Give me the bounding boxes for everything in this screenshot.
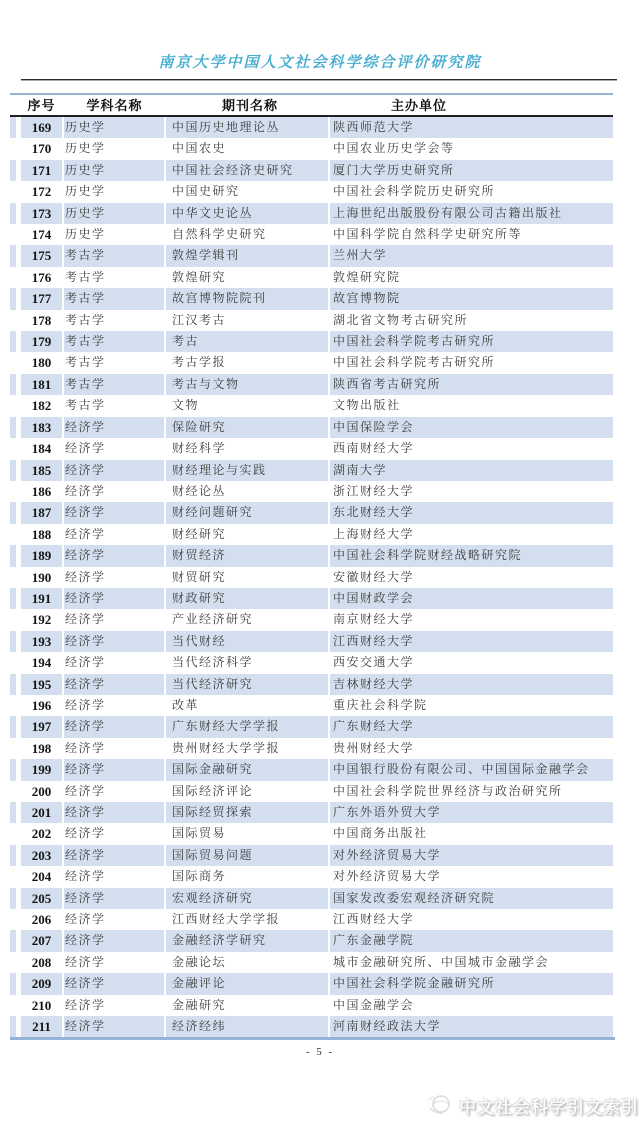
cell-organizer: 西南财经大学 (333, 441, 415, 456)
cell-number: 194 (31, 655, 52, 671)
table-row (10, 203, 613, 224)
cell-discipline: 经济学 (65, 826, 106, 841)
cell-journal: 国际金融研究 (166, 759, 328, 780)
row-bleed-strip (10, 952, 16, 973)
cell-discipline: 经济学 (64, 845, 164, 866)
cell-journal: 当代财经 (166, 631, 328, 652)
table-row (10, 695, 613, 716)
cell-journal: 敦煌学辑刊 (166, 245, 328, 266)
table-row (10, 502, 613, 523)
table-row (10, 417, 613, 438)
watermark-text: 中文社会科学引文索引 (459, 1097, 639, 1117)
cell-journal: 金融论坛 (172, 954, 227, 969)
row-bleed-strip (10, 866, 16, 887)
table-row (10, 716, 613, 737)
table-row (10, 759, 613, 780)
cell-organizer: 中国社会科学院世界经济与政治研究所 (333, 783, 563, 798)
cell-discipline: 经济学 (64, 930, 164, 951)
cell-discipline: 考古学 (65, 398, 106, 413)
cell-number: 198 (31, 740, 52, 756)
cell-organizer: 浙江财经大学 (333, 483, 415, 498)
row-bleed-strip (10, 995, 16, 1016)
header-cell-journal: 期刊名称 (166, 95, 328, 115)
cell-number: 209 (21, 973, 62, 994)
cell-organizer: 陕西师范大学 (330, 117, 613, 138)
row-bleed-strip (10, 695, 16, 716)
cell-discipline: 经济学 (64, 417, 164, 438)
cell-journal: 中华文史论丛 (166, 203, 328, 224)
cell-journal: 宏观经济研究 (166, 888, 328, 909)
cell-organizer: 东北财经大学 (330, 502, 613, 523)
table-row (10, 545, 613, 566)
row-bleed-strip (10, 631, 16, 652)
row-bleed-strip (10, 417, 16, 438)
cell-discipline: 经济学 (65, 783, 106, 798)
table-row (10, 224, 613, 245)
cell-discipline: 经济学 (65, 569, 106, 584)
cell-organizer: 上海世纪出版股份有限公司古籍出版社 (330, 203, 613, 224)
cell-organizer: 中国科学院自然科学史研究所等 (333, 227, 523, 242)
cell-discipline: 经济学 (65, 655, 106, 670)
cell-journal: 财经论丛 (172, 483, 227, 498)
cell-organizer: 西安交通大学 (333, 655, 415, 670)
row-bleed-strip (10, 1016, 16, 1037)
cell-number: 201 (21, 802, 62, 823)
cell-number: 190 (31, 569, 52, 585)
table-row (10, 588, 613, 609)
journal-table (10, 93, 613, 1040)
cell-journal: 国际贸易 (172, 826, 227, 841)
cell-organizer: 中国农业历史学会等 (333, 141, 455, 156)
cell-journal: 故宫博物院院刊 (166, 288, 328, 309)
row-bleed-strip (10, 245, 16, 266)
row-bleed-strip (10, 181, 16, 202)
table-row (10, 930, 613, 951)
table-row (10, 460, 613, 481)
row-bleed-strip (10, 203, 16, 224)
cell-organizer: 广东金融学院 (330, 930, 613, 951)
table-row (10, 738, 613, 759)
cell-journal: 财经研究 (172, 526, 227, 541)
table-row (10, 481, 613, 502)
cell-journal: 当代经济研究 (166, 674, 328, 695)
cell-journal: 当代经济科学 (172, 655, 254, 670)
cell-journal: 产业经济研究 (172, 612, 254, 627)
cell-journal: 保险研究 (166, 417, 328, 438)
table-row (10, 631, 613, 652)
header-cell-number: 序号 (21, 95, 62, 115)
cell-discipline: 经济学 (64, 631, 164, 652)
table-row (10, 374, 613, 395)
table-left-bleed (10, 95, 16, 115)
table-row (10, 888, 613, 909)
cell-number: 207 (21, 930, 62, 951)
cell-organizer: 城市金融研究所、中国城市金融学会 (333, 954, 550, 969)
cell-journal: 金融研究 (172, 997, 227, 1012)
row-bleed-strip (10, 138, 16, 159)
table-row (10, 331, 613, 352)
cell-number: 203 (21, 845, 62, 866)
cell-number: 182 (31, 398, 52, 414)
cell-journal: 中国农史 (172, 141, 227, 156)
cell-discipline: 经济学 (65, 912, 106, 927)
cell-number: 183 (21, 417, 62, 438)
table-bottom-border (10, 1037, 615, 1040)
cell-discipline: 经济学 (65, 740, 106, 755)
cell-discipline: 经济学 (65, 526, 106, 541)
cell-number: 204 (31, 869, 52, 885)
cell-number: 175 (21, 245, 62, 266)
cell-journal: 经济经纬 (166, 1016, 328, 1037)
cell-journal: 文物 (172, 398, 200, 413)
cell-discipline: 经济学 (65, 869, 106, 884)
cell-discipline: 经济学 (64, 460, 164, 481)
page-title: 南京大学中国人文社会科学综合评价研究院 (158, 55, 482, 71)
cell-number: 178 (31, 312, 52, 328)
cell-organizer: 中国社会科学院历史研究所 (333, 184, 496, 199)
watermark (427, 1092, 639, 1118)
title-divider-rule (21, 79, 617, 81)
cell-journal: 改革 (172, 697, 200, 712)
cell-discipline: 经济学 (65, 483, 106, 498)
row-bleed-strip (10, 481, 16, 502)
cell-number: 193 (21, 631, 62, 652)
row-bleed-strip (10, 609, 16, 630)
cell-journal: 江西财经大学学报 (172, 912, 281, 927)
cell-organizer: 南京财经大学 (333, 612, 415, 627)
cell-organizer: 中国保险学会 (330, 417, 613, 438)
cell-journal: 自然科学史研究 (172, 227, 267, 242)
table-row (10, 909, 613, 930)
cell-discipline: 经济学 (64, 888, 164, 909)
table-row (10, 567, 613, 588)
header-cell-discipline: 学科名称 (64, 95, 164, 115)
cell-discipline: 经济学 (64, 674, 164, 695)
cell-discipline: 考古学 (64, 245, 164, 266)
cell-number: 179 (21, 331, 62, 352)
cell-number: 189 (21, 545, 62, 566)
cell-number: 192 (31, 612, 52, 628)
cell-organizer: 江西财经大学 (333, 912, 415, 927)
cell-journal: 中国社会经济史研究 (166, 160, 328, 181)
table-row (10, 181, 613, 202)
table-row (10, 973, 613, 994)
cell-discipline: 经济学 (65, 697, 106, 712)
globe-logo-icon (427, 1092, 453, 1118)
cell-discipline: 考古学 (65, 269, 106, 284)
cell-journal: 国际经济评论 (172, 783, 254, 798)
cell-discipline: 历史学 (64, 203, 164, 224)
cell-discipline: 历史学 (65, 227, 106, 242)
row-bleed-strip (10, 310, 16, 331)
row-bleed-strip (10, 374, 16, 395)
cell-journal: 财贸研究 (172, 569, 227, 584)
cell-discipline: 考古学 (65, 312, 106, 327)
row-bleed-strip (10, 716, 16, 737)
cell-organizer: 中国社会科学院金融研究所 (330, 973, 613, 994)
cell-discipline: 经济学 (64, 1016, 164, 1037)
cell-number: 185 (21, 460, 62, 481)
row-bleed-strip (10, 545, 16, 566)
cell-number: 187 (21, 502, 62, 523)
row-bleed-strip (10, 652, 16, 673)
table-row (10, 310, 613, 331)
cell-discipline: 经济学 (64, 802, 164, 823)
table-row (10, 352, 613, 373)
table-row (10, 395, 613, 416)
cell-number: 176 (31, 269, 52, 285)
table-row (10, 609, 613, 630)
cell-journal: 考古与文物 (166, 374, 328, 395)
cell-journal: 考古 (166, 331, 328, 352)
cell-organizer: 湖北省文物考古研究所 (333, 312, 469, 327)
row-bleed-strip (10, 567, 16, 588)
cell-journal: 财经科学 (172, 441, 227, 456)
cell-number: 199 (21, 759, 62, 780)
cell-number: 171 (21, 160, 62, 181)
cell-number: 197 (21, 716, 62, 737)
cell-journal: 财政研究 (166, 588, 328, 609)
cell-organizer: 中国财政学会 (330, 588, 613, 609)
cell-journal: 中国史研究 (172, 184, 240, 199)
cell-number: 181 (21, 374, 62, 395)
cell-discipline: 历史学 (64, 160, 164, 181)
row-bleed-strip (10, 352, 16, 373)
cell-discipline: 经济学 (64, 545, 164, 566)
cell-organizer: 中国社会科学院财经战略研究院 (330, 545, 613, 566)
cell-number: 173 (21, 203, 62, 224)
row-bleed-strip (10, 117, 16, 138)
cell-organizer: 中国金融学会 (333, 997, 415, 1012)
cell-organizer: 河南财经政法大学 (330, 1016, 613, 1037)
cell-number: 210 (31, 997, 52, 1013)
cell-discipline: 经济学 (65, 612, 106, 627)
cell-number: 174 (31, 227, 52, 243)
page-number: - 5 - (305, 1046, 335, 1058)
cell-journal: 财经理论与实践 (166, 460, 328, 481)
cell-journal: 贵州财经大学学报 (172, 740, 281, 755)
row-bleed-strip (10, 160, 16, 181)
cell-organizer: 上海财经大学 (333, 526, 415, 541)
table-row (10, 438, 613, 459)
cell-organizer: 广东外语外贸大学 (330, 802, 613, 823)
cell-number: 170 (31, 141, 52, 157)
cell-discipline: 经济学 (65, 441, 106, 456)
cell-discipline: 经济学 (64, 973, 164, 994)
row-bleed-strip (10, 674, 16, 695)
row-bleed-strip (10, 524, 16, 545)
cell-journal: 国际贸易问题 (166, 845, 328, 866)
cell-number: 196 (31, 697, 52, 713)
cell-journal: 金融经济学研究 (166, 930, 328, 951)
table-row (10, 138, 613, 159)
cell-number: 208 (31, 954, 52, 970)
row-bleed-strip (10, 331, 16, 352)
table-row (10, 952, 613, 973)
row-bleed-strip (10, 395, 16, 416)
table-body (10, 117, 613, 1037)
cell-organizer: 中国商务出版社 (333, 826, 428, 841)
cell-organizer: 湖南大学 (330, 460, 613, 481)
row-bleed-strip (10, 823, 16, 844)
header-cell-organizer: 主办单位 (330, 95, 613, 115)
row-bleed-strip (10, 224, 16, 245)
cell-organizer: 文物出版社 (333, 398, 401, 413)
table-row (10, 823, 613, 844)
table-row (10, 117, 613, 138)
cell-organizer: 吉林财经大学 (330, 674, 613, 695)
cell-discipline: 历史学 (65, 184, 106, 199)
cell-discipline: 经济学 (64, 502, 164, 523)
cell-organizer: 陕西省考古研究所 (330, 374, 613, 395)
cell-discipline: 经济学 (64, 759, 164, 780)
row-bleed-strip (10, 888, 16, 909)
table-row (10, 288, 613, 309)
cell-discipline: 经济学 (65, 954, 106, 969)
cell-discipline: 历史学 (64, 117, 164, 138)
cell-number: 191 (21, 588, 62, 609)
row-bleed-strip (10, 845, 16, 866)
row-bleed-strip (10, 738, 16, 759)
table-row (10, 866, 613, 887)
cell-journal: 财贸经济 (166, 545, 328, 566)
cell-journal: 江汉考古 (172, 312, 227, 327)
cell-journal: 国际经贸探索 (166, 802, 328, 823)
cell-journal: 考古学报 (172, 355, 227, 370)
table-row (10, 845, 613, 866)
cell-organizer: 贵州财经大学 (333, 740, 415, 755)
cell-discipline: 考古学 (64, 331, 164, 352)
table-row (10, 674, 613, 695)
row-bleed-strip (10, 460, 16, 481)
cell-number: 195 (21, 674, 62, 695)
cell-journal: 广东财经大学学报 (166, 716, 328, 737)
cell-discipline: 考古学 (64, 288, 164, 309)
row-bleed-strip (10, 802, 16, 823)
cell-organizer: 中国社会科学院考古研究所 (330, 331, 613, 352)
cell-number: 180 (31, 355, 52, 371)
cell-number: 169 (21, 117, 62, 138)
cell-journal: 金融评论 (166, 973, 328, 994)
row-bleed-strip (10, 438, 16, 459)
cell-number: 172 (31, 184, 52, 200)
cell-number: 177 (21, 288, 62, 309)
table-row (10, 267, 613, 288)
row-bleed-strip (10, 588, 16, 609)
cell-organizer: 江西财经大学 (330, 631, 613, 652)
table-row (10, 995, 613, 1016)
cell-number: 200 (31, 783, 52, 799)
cell-organizer: 对外经济贸易大学 (330, 845, 613, 866)
row-bleed-strip (10, 930, 16, 951)
table-row (10, 652, 613, 673)
row-bleed-strip (10, 288, 16, 309)
cell-organizer: 对外经济贸易大学 (333, 869, 442, 884)
table-row (10, 245, 613, 266)
cell-discipline: 经济学 (65, 997, 106, 1012)
row-bleed-strip (10, 781, 16, 802)
cell-discipline: 考古学 (65, 355, 106, 370)
cell-discipline: 经济学 (64, 716, 164, 737)
table-header-row (10, 93, 613, 117)
cell-journal: 财经问题研究 (166, 502, 328, 523)
cell-organizer: 广东财经大学 (330, 716, 613, 737)
cell-organizer: 故宫博物院 (330, 288, 613, 309)
row-bleed-strip (10, 267, 16, 288)
cell-number: 188 (31, 526, 52, 542)
table-row (10, 1016, 613, 1037)
cell-discipline: 经济学 (64, 588, 164, 609)
row-bleed-strip (10, 759, 16, 780)
row-bleed-strip (10, 909, 16, 930)
cell-journal: 中国历史地理论丛 (166, 117, 328, 138)
cell-organizer: 重庆社会科学院 (333, 697, 428, 712)
cell-organizer: 中国社会科学院考古研究所 (333, 355, 496, 370)
cell-number: 202 (31, 826, 52, 842)
row-bleed-strip (10, 502, 16, 523)
cell-number: 205 (21, 888, 62, 909)
cell-number: 206 (31, 912, 52, 928)
cell-discipline: 历史学 (65, 141, 106, 156)
cell-journal: 国际商务 (172, 869, 227, 884)
cell-organizer: 厦门大学历史研究所 (330, 160, 613, 181)
cell-number: 211 (21, 1016, 62, 1037)
cell-organizer: 兰州大学 (330, 245, 613, 266)
cell-discipline: 考古学 (64, 374, 164, 395)
cell-number: 184 (31, 441, 52, 457)
cell-organizer: 安徽财经大学 (333, 569, 415, 584)
table-row (10, 781, 613, 802)
table-row (10, 524, 613, 545)
row-bleed-strip (10, 973, 16, 994)
cell-organizer: 国家发改委宏观经济研究院 (330, 888, 613, 909)
cell-organizer: 敦煌研究院 (333, 269, 401, 284)
cell-journal: 敦煌研究 (172, 269, 227, 284)
table-row (10, 802, 613, 823)
cell-organizer: 中国银行股份有限公司、中国国际金融学会 (330, 759, 613, 780)
table-row (10, 160, 613, 181)
cell-number: 186 (31, 483, 52, 499)
